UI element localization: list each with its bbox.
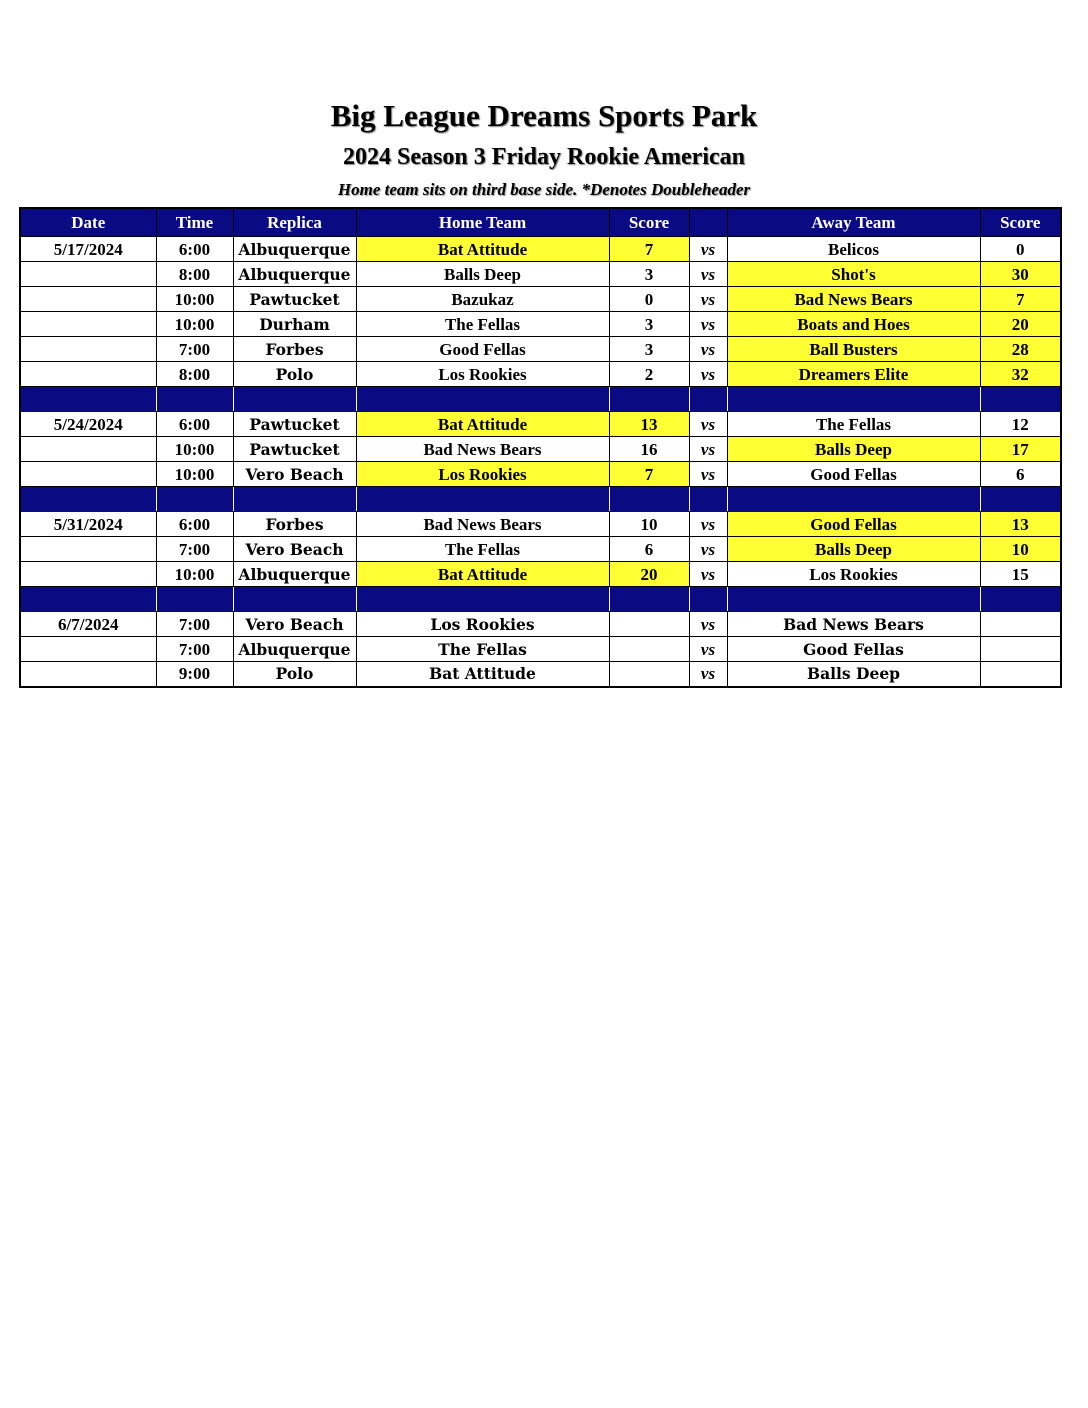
replica-cell: Vero Beach (233, 462, 356, 487)
home-score-cell: 10 (609, 512, 689, 537)
date-cell (20, 637, 156, 662)
away-team-cell: Balls Deep (727, 537, 980, 562)
away-score-cell: 10 (980, 537, 1061, 562)
away-team-cell: Shot's (727, 262, 980, 287)
table-row (20, 612, 1061, 637)
vs-cell: vs (689, 612, 727, 637)
home-score-cell (609, 612, 689, 637)
away-team-cell: Belicos (727, 237, 980, 262)
date-cell (20, 362, 156, 387)
week-separator (20, 587, 1061, 612)
table-row (20, 262, 1061, 287)
away-team-cell: Dreamers Elite (727, 362, 980, 387)
vs-cell: vs (689, 362, 727, 387)
home-score-cell: 7 (609, 237, 689, 262)
away-team-cell: The Fellas (727, 412, 980, 437)
replica-cell: Vero Beach (233, 537, 356, 562)
home-team-cell: The Fellas (356, 537, 609, 562)
date-cell: 5/17/2024 (20, 237, 156, 262)
date-cell (20, 662, 156, 687)
time-cell: 10:00 (156, 287, 233, 312)
away-team-cell: Bad News Bears (727, 612, 980, 637)
replica-cell: Forbes (233, 512, 356, 537)
table-row (20, 237, 1061, 262)
replica-cell: Durham (233, 312, 356, 337)
time-cell: 8:00 (156, 262, 233, 287)
date-cell: 5/24/2024 (20, 412, 156, 437)
date-cell (20, 312, 156, 337)
home-score-cell: 0 (609, 287, 689, 312)
vs-cell: vs (689, 237, 727, 262)
table-row (20, 537, 1061, 562)
home-team-cell: Los Rookies (356, 462, 609, 487)
time-cell: 10:00 (156, 437, 233, 462)
away-score-cell: 32 (980, 362, 1061, 387)
away-team-cell: Balls Deep (727, 437, 980, 462)
home-team-cell: The Fellas (356, 637, 609, 662)
table-row (20, 662, 1061, 687)
home-score-cell: 16 (609, 437, 689, 462)
home-team-cell: Bad News Bears (356, 437, 609, 462)
vs-cell: vs (689, 262, 727, 287)
table-row (20, 637, 1061, 662)
away-score-cell: 12 (980, 412, 1061, 437)
schedule-body (20, 237, 1061, 687)
time-cell: 7:00 (156, 337, 233, 362)
table-row (20, 312, 1061, 337)
time-cell: 7:00 (156, 637, 233, 662)
table-row (20, 437, 1061, 462)
vs-cell: vs (689, 412, 727, 437)
table-row (20, 287, 1061, 312)
vs-cell: vs (689, 337, 727, 362)
replica-cell: Polo (233, 662, 356, 687)
home-team-cell: Good Fellas (356, 337, 609, 362)
time-cell: 10:00 (156, 562, 233, 587)
header-home-score: Score (609, 208, 689, 237)
away-score-cell: 28 (980, 337, 1061, 362)
away-score-cell (980, 612, 1061, 637)
table-row (20, 362, 1061, 387)
home-score-cell: 3 (609, 262, 689, 287)
vs-cell: vs (689, 662, 727, 687)
home-team-cell: The Fellas (356, 312, 609, 337)
home-score-cell (609, 662, 689, 687)
away-team-cell: Balls Deep (727, 662, 980, 687)
away-score-cell: 6 (980, 462, 1061, 487)
replica-cell: Vero Beach (233, 612, 356, 637)
page-title: Big League Dreams Sports Park (330, 98, 758, 133)
header-replica: Replica (233, 208, 356, 237)
away-score-cell: 30 (980, 262, 1061, 287)
date-cell: 6/7/2024 (20, 612, 156, 637)
home-team-cell: Los Rookies (356, 612, 609, 637)
time-cell: 6:00 (156, 237, 233, 262)
header-row (20, 208, 1061, 237)
time-cell: 8:00 (156, 362, 233, 387)
home-team-cell: Balls Deep (356, 262, 609, 287)
date-cell: 5/31/2024 (20, 512, 156, 537)
header-vs (689, 208, 727, 237)
home-score-cell: 3 (609, 312, 689, 337)
vs-cell: vs (689, 512, 727, 537)
schedule-table (19, 207, 1062, 688)
time-cell: 7:00 (156, 537, 233, 562)
away-team-cell: Good Fellas (727, 462, 980, 487)
header-home-team: Home Team (356, 208, 609, 237)
home-score-cell (609, 637, 689, 662)
away-team-cell: Boats and Hoes (727, 312, 980, 337)
date-cell (20, 462, 156, 487)
away-team-cell: Good Fellas (727, 512, 980, 537)
table-row (20, 562, 1061, 587)
home-team-cell: Los Rookies (356, 362, 609, 387)
away-score-cell: 7 (980, 287, 1061, 312)
replica-cell: Pawtucket (233, 287, 356, 312)
table-row (20, 462, 1061, 487)
away-score-cell (980, 662, 1061, 687)
home-team-cell: Bazukaz (356, 287, 609, 312)
away-score-cell: 15 (980, 562, 1061, 587)
replica-cell: Polo (233, 362, 356, 387)
home-score-cell: 2 (609, 362, 689, 387)
home-team-cell: Bat Attitude (356, 662, 609, 687)
table-row (20, 412, 1061, 437)
time-cell: 9:00 (156, 662, 233, 687)
time-cell: 10:00 (156, 312, 233, 337)
header-date: Date (20, 208, 156, 237)
table-row (20, 337, 1061, 362)
replica-cell: Pawtucket (233, 412, 356, 437)
replica-cell: Albuquerque (233, 262, 356, 287)
date-cell (20, 537, 156, 562)
header-away-team: Away Team (727, 208, 980, 237)
home-score-cell: 13 (609, 412, 689, 437)
page-subtitle: 2024 Season 3 Friday Rookie American (343, 144, 745, 170)
away-team-cell: Ball Busters (727, 337, 980, 362)
home-score-cell: 6 (609, 537, 689, 562)
away-team-cell: Los Rookies (727, 562, 980, 587)
time-cell: 7:00 (156, 612, 233, 637)
week-separator (20, 487, 1061, 512)
replica-cell: Albuquerque (233, 562, 356, 587)
time-cell: 6:00 (156, 512, 233, 537)
home-team-cell: Bad News Bears (356, 512, 609, 537)
header-away-score: Score (980, 208, 1061, 237)
header-time: Time (156, 208, 233, 237)
home-team-cell: Bat Attitude (356, 237, 609, 262)
replica-cell: Pawtucket (233, 437, 356, 462)
replica-cell: Albuquerque (233, 637, 356, 662)
away-score-cell: 20 (980, 312, 1061, 337)
away-team-cell: Bad News Bears (727, 287, 980, 312)
home-team-cell: Bat Attitude (356, 562, 609, 587)
date-cell (20, 287, 156, 312)
replica-cell: Forbes (233, 337, 356, 362)
away-score-cell: 13 (980, 512, 1061, 537)
vs-cell: vs (689, 287, 727, 312)
away-score-cell (980, 637, 1061, 662)
table-row (20, 512, 1061, 537)
date-cell (20, 437, 156, 462)
away-score-cell: 17 (980, 437, 1061, 462)
vs-cell: vs (689, 637, 727, 662)
home-score-cell: 3 (609, 337, 689, 362)
date-cell (20, 337, 156, 362)
replica-cell: Albuquerque (233, 237, 356, 262)
vs-cell: vs (689, 562, 727, 587)
date-cell (20, 262, 156, 287)
home-team-cell: Bat Attitude (356, 412, 609, 437)
time-cell: 6:00 (156, 412, 233, 437)
vs-cell: vs (689, 437, 727, 462)
vs-cell: vs (689, 537, 727, 562)
time-cell: 10:00 (156, 462, 233, 487)
vs-cell: vs (689, 312, 727, 337)
home-score-cell: 7 (609, 462, 689, 487)
away-score-cell: 0 (980, 237, 1061, 262)
week-separator (20, 387, 1061, 412)
home-score-cell: 20 (609, 562, 689, 587)
away-team-cell: Good Fellas (727, 637, 980, 662)
schedule-note: Home team sits on third base side. *Denotes Doubleheader (337, 180, 751, 199)
date-cell (20, 562, 156, 587)
vs-cell: vs (689, 462, 727, 487)
